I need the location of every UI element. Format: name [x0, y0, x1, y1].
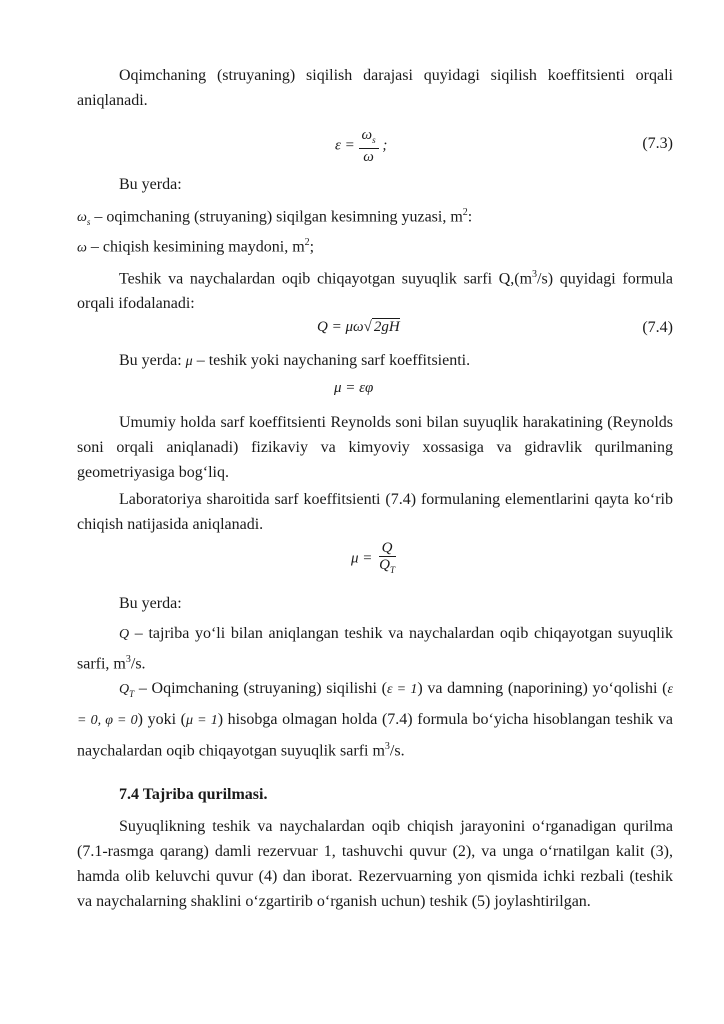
paragraph-flow-rate: Teshik va naychalardan oqib chiqayotgan suyuqlik sarfi $Q,(m^3/s)$ quyidagi formula orqali ifodalanadi:: [77, 269, 674, 313]
formula-mu-q: μ = $\frac{Q}{Q_T}$: [351, 540, 396, 575]
section-heading-7-4: 7.4 Tajriba qurilmasi.: [119, 786, 268, 803]
paragraph-laboratory: Laboratoriya sharoitida sarf koeffitsienti (7.4) formulaning elementlarini qayta ko‘rib chiqish natijasida aniqlanadi.: [77, 491, 673, 533]
formula-mu-q-row: [77, 540, 673, 580]
paragraph-contraction-intro: Oqimchaning (struyaning) siqilish darajasi quyidagi siqilish koeffitsienti orqali aniqlanadi.: [77, 67, 673, 109]
formula-mu-row: [77, 376, 673, 400]
definition-omega: ω – chiqish kesimining maydoni, $m^2$;: [77, 237, 315, 256]
formula-7-3-row: [77, 127, 673, 163]
equation-number-7-4: (7.4): [642, 319, 673, 336]
formula-mu-eps-phi: μ = εφ: [334, 380, 374, 396]
where-label-2: Bu yerda:: [119, 595, 182, 612]
paragraph-mu-definition: Bu yerda: μ – teshik yoki naychaning sarf koeffitsienti.: [119, 352, 471, 369]
formula-7-4: Q = μω√ 2gH: [317, 319, 400, 335]
definition-q-t: $Q_T$ – Oqimchaning (struyaning) siqilishi (ε = 1) va damning (naporining) yo‘qolishi (ε = 0, φ = 0) yoki (μ = 1) hisobga olmagan holda (7.4) formula bo‘yicha hisoblangan teshik va naychalardan oqib chiqayotgan suyuqlik sarfi $m^3/s$.: [77, 680, 674, 760]
definition-q: Q – tajriba yo‘li bilan aniqlangan teshik va naychalardan oqib chiqayotgan suyuqlik sarfi, $m^3/s$.: [77, 625, 674, 673]
formula-7-3: ε = $\frac{\omega_s}{\omega}$ ;: [335, 127, 388, 165]
definition-omega-s: $\omega_s$ – oqimchaning (struyaning) siqilgan kesimning yuzasi, $m^2$:: [77, 207, 473, 228]
where-label-1: Bu yerda:: [119, 176, 182, 193]
formula-7-4-row: [77, 315, 673, 341]
paragraph-reynolds: Umumiy holda sarf koeffitsienti Reynolds soni bilan suyuqlik harakatining (Reynolds soni orqali aniqlanadi) fizikaviy va kimyoviy xossasiga va gidravlik qurilmaning geometriyasiga bog‘liq.: [77, 414, 673, 481]
equation-number-7-3: (7.3): [642, 135, 673, 152]
paragraph-setup-description: Suyuqlikning teshik va naychalardan oqib chiqish jarayonini o‘rganadigan qurilma (7.1-rasmga qarang) damli rezervuar 1, tashuvchi quvur (2), va unga o‘rnatilgan kalit (3), hamda olib keluvchi quvur (4) dan iborat. Rezervuarning yon qismida ichki rezbali (teshik va naychalarning shaklini o‘zgartirib o‘rganish uchun) teshik (5) joylashtirilgan.: [77, 818, 673, 910]
